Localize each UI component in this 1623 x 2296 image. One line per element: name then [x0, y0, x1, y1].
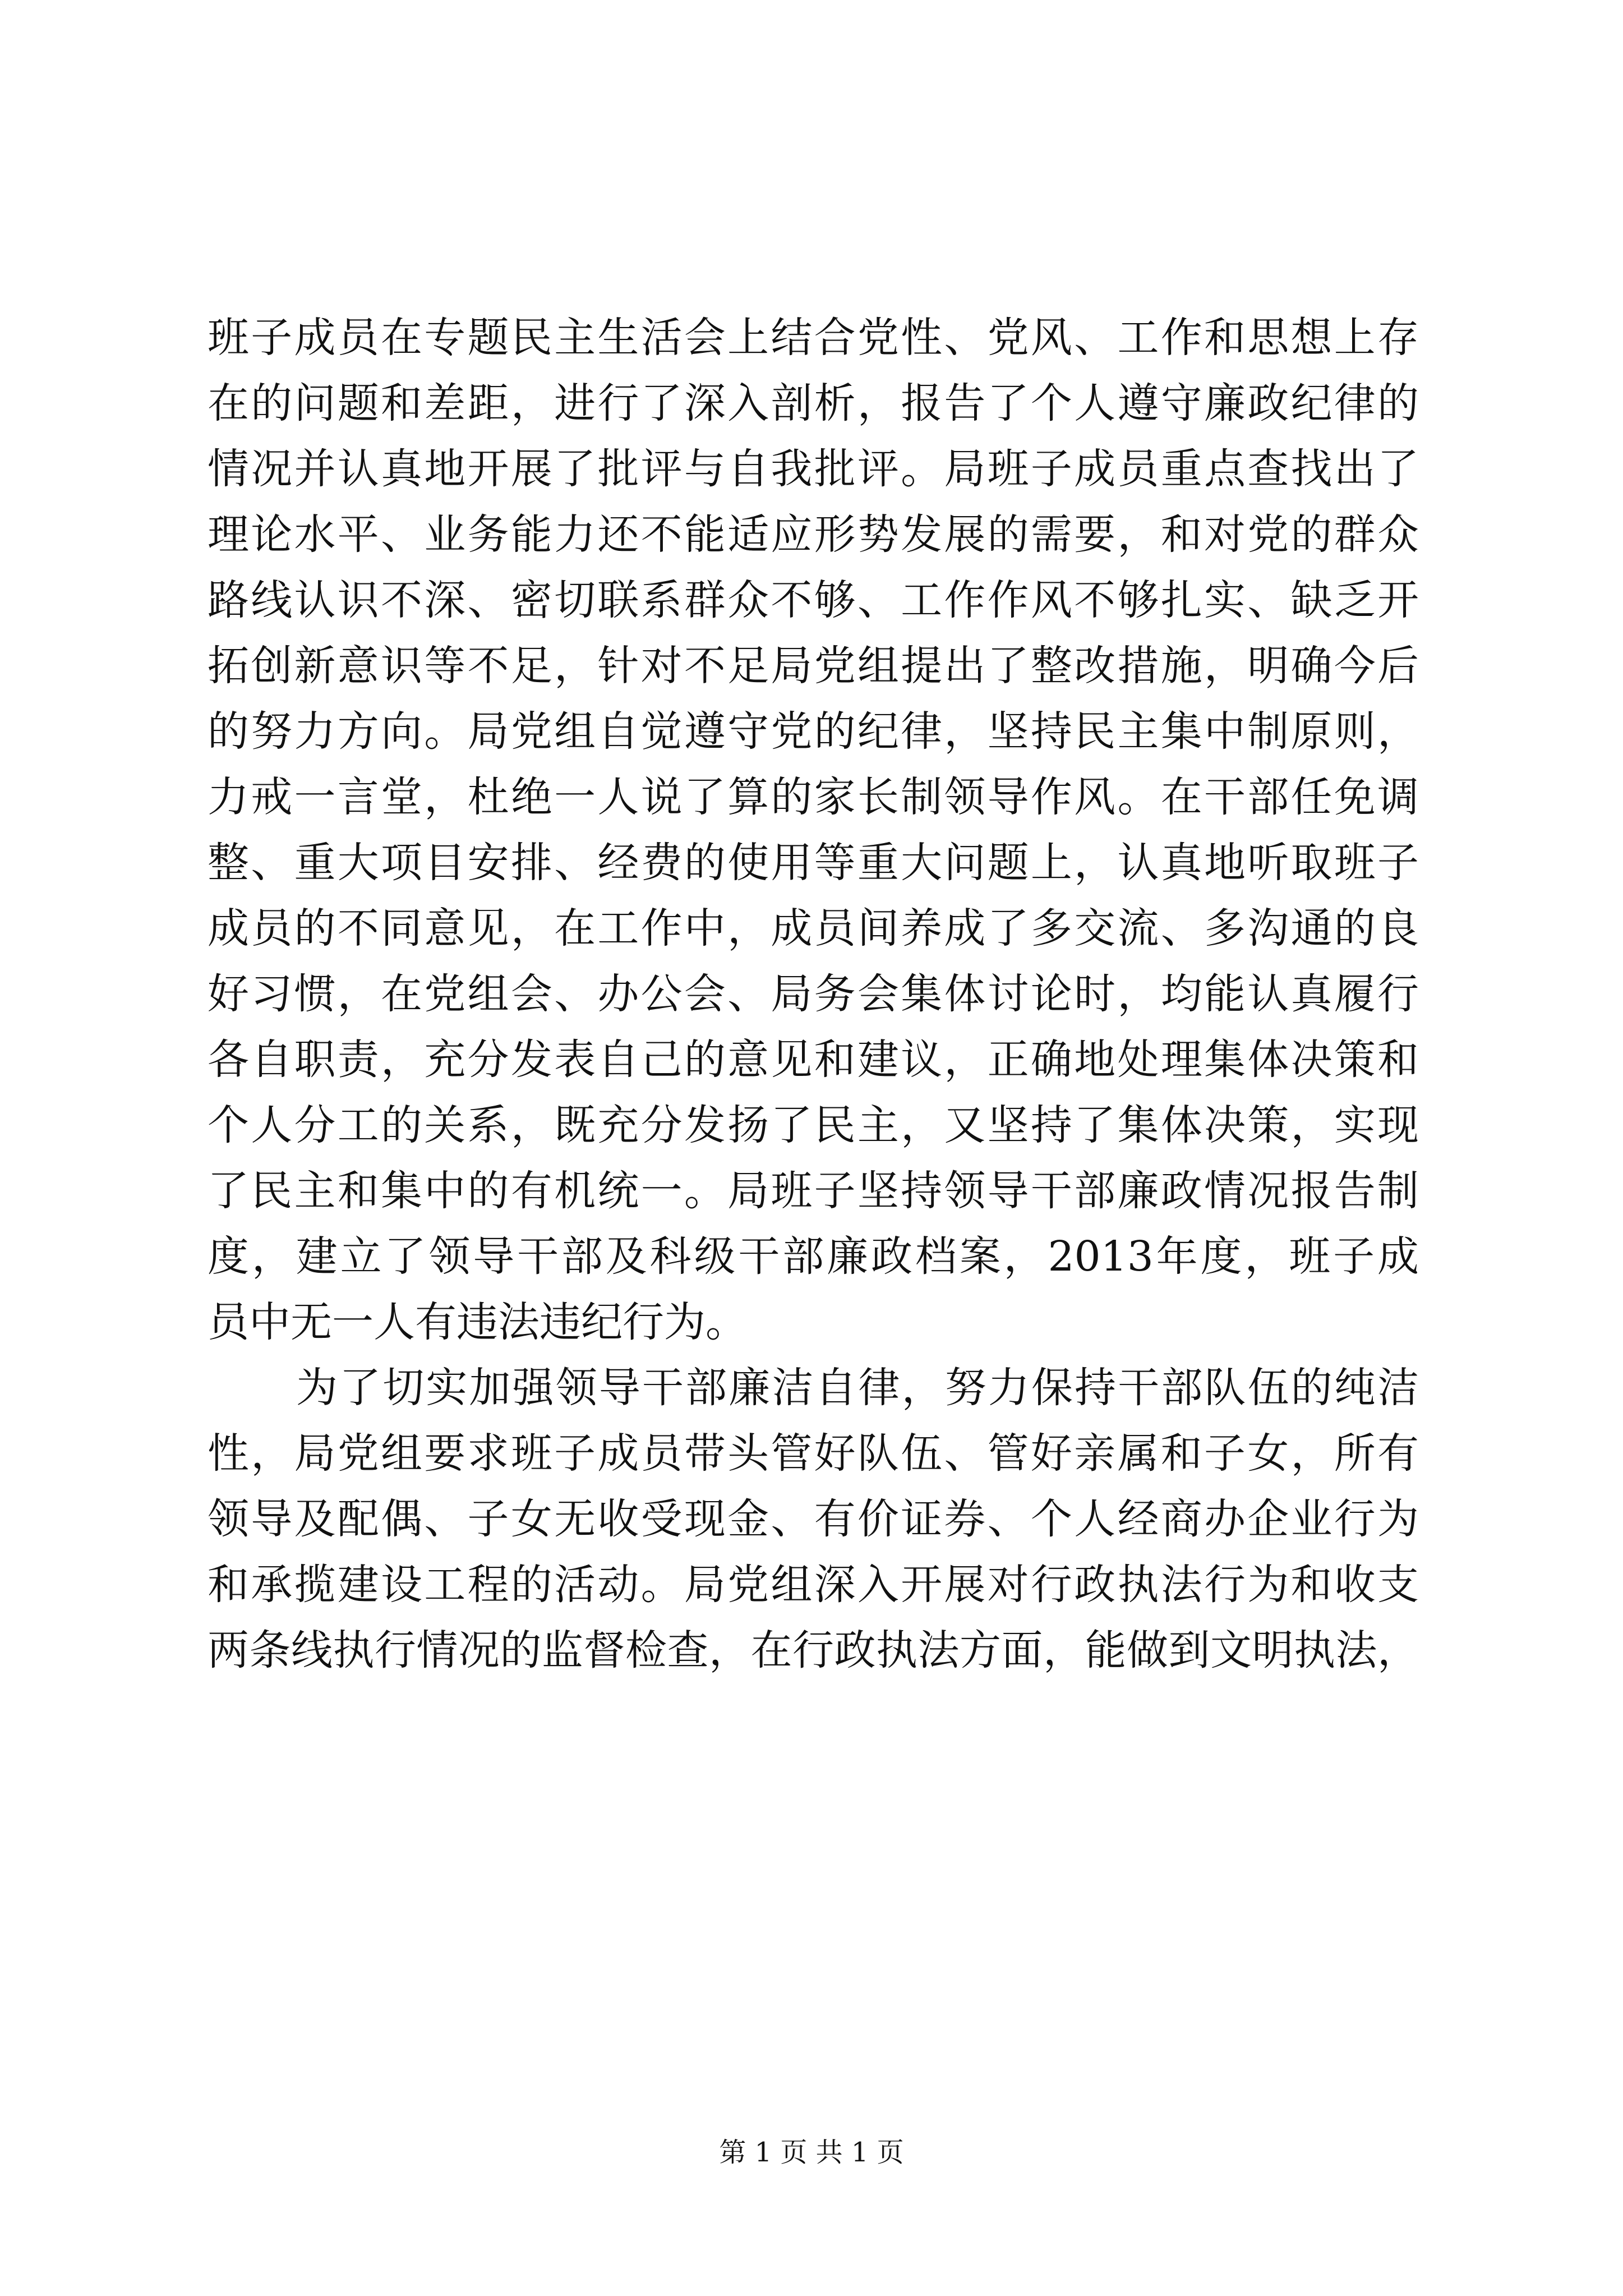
paragraph-1-line-7: 的努力方向。局党组自觉遵守党的纪律，坚持民主集中制原则，: [208, 707, 1419, 756]
paragraph-1-line-5: 路线认识不深、密切联系群众不够、工作作风不够扎实、缺乏开: [208, 576, 1419, 624]
paragraph-1-line-8: 力戒一言堂，杜绝一人说了算的家长制领导作风。在干部任免调: [208, 773, 1419, 821]
paragraph-1-line-11: 好习惯，在党组会、办公会、局务会集体讨论时，均能认真履行: [208, 970, 1419, 1018]
paragraph-1-line-10: 成员的不同意见，在工作中，成员间养成了多交流、多沟通的良: [208, 904, 1419, 953]
paragraph-1-line-13: 个人分工的关系，既充分发扬了民主，又坚持了集体决策，实现: [208, 1101, 1419, 1149]
paragraph-2-line-2: 性，局党组要求班子成员带头管好队伍、管好亲属和子女，所有: [208, 1429, 1419, 1478]
paragraph-1-line-12: 各自职责，充分发表自己的意见和建议，正确地处理集体决策和: [208, 1036, 1419, 1084]
paragraph-1-line-6: 拓创新意识等不足，针对不足局党组提出了整改措施，明确今后: [208, 642, 1419, 690]
paragraph-2-line-1: 为了切实加强领导干部廉洁自律，努力保持干部队伍的纯洁: [296, 1364, 1419, 1412]
paragraph-1-line-16: 员中无一人有违法违纪行为。: [208, 1298, 747, 1346]
paragraph-2-line-5: 两条线执行情况的监督检查，在行政执法方面，能做到文明执法，: [208, 1626, 1419, 1674]
paragraph-1-line-1: 班子成员在专题民主生活会上结合党性、党风、工作和思想上存: [208, 314, 1419, 362]
paragraph-1-line-9: 整、重大项目安排、经费的使用等重大问题上，认真地听取班子: [208, 839, 1419, 887]
paragraph-1-line-2: 在的问题和差距，进行了深入剖析，报告了个人遵守廉政纪律的: [208, 379, 1419, 427]
paragraph-1-line-4: 理论水平、业务能力还不能适应形势发展的需要，和对党的群众: [208, 510, 1419, 559]
page-number-footer: 第 1 页 共 1 页: [719, 2137, 904, 2168]
paragraph-1-line-3: 情况并认真地开展了批评与自我批评。局班子成员重点查找出了: [208, 445, 1419, 493]
paragraph-2-line-4: 和承揽建设工程的活动。局党组深入开展对行政执法行为和收支: [208, 1561, 1419, 1609]
paragraph-2-line-3: 领导及配偶、子女无收受现金、有价证券、个人经商办企业行为: [208, 1495, 1419, 1543]
paragraph-1-line-15: 度，建立了领导干部及科级干部廉政档案，2013年度，班子成: [208, 1232, 1419, 1281]
paragraph-1-line-14: 了民主和集中的有机统一。局班子坚持领导干部廉政情况报告制: [208, 1167, 1419, 1215]
